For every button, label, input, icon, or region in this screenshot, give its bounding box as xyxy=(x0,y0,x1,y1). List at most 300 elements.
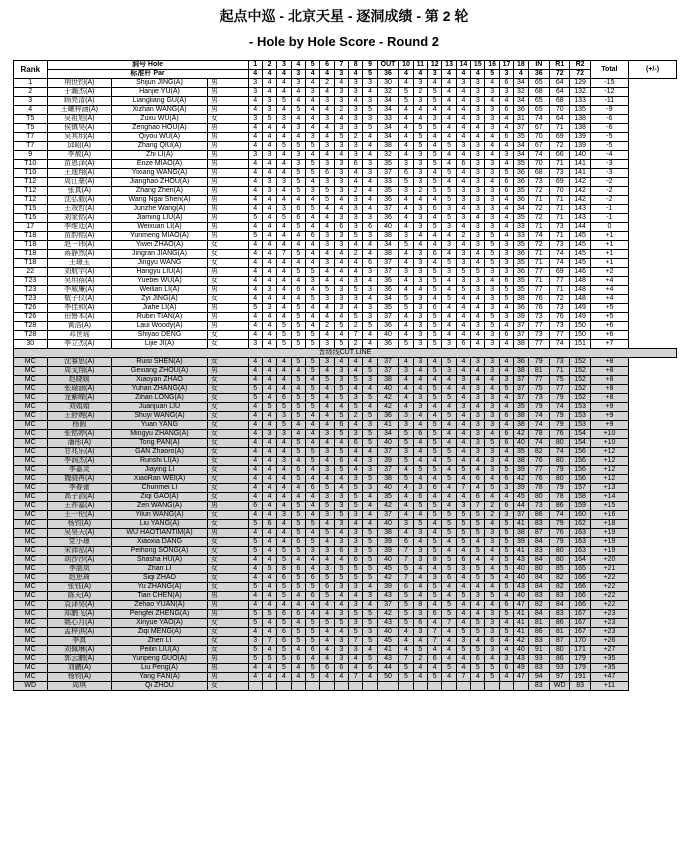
score-cell: 4 xyxy=(262,88,276,97)
player-row xyxy=(14,502,677,511)
score-cell: 5 xyxy=(305,628,319,637)
score-cell: 3 xyxy=(485,295,499,304)
score-cell: 3 xyxy=(442,205,456,214)
player-row xyxy=(14,484,677,493)
score-cell: 5 xyxy=(305,673,319,682)
player-rank: MC xyxy=(14,529,48,538)
score-cell: 3 xyxy=(413,358,427,367)
score-cell: 71 xyxy=(528,259,550,268)
score-cell: 4 xyxy=(334,259,348,268)
score-cell: 5 xyxy=(428,178,442,187)
score-cell: 4 xyxy=(277,169,291,178)
score-cell: 6 xyxy=(320,169,334,178)
score-cell: 4 xyxy=(349,466,363,475)
score-cell: 4 xyxy=(262,547,276,556)
score-cell: 6 xyxy=(499,277,513,286)
score-cell: 4 xyxy=(499,340,513,349)
score-cell: 4 xyxy=(413,448,427,457)
score-cell: 47 xyxy=(514,673,528,682)
score-cell xyxy=(499,682,513,691)
score-cell: 4 xyxy=(499,637,513,646)
score-cell xyxy=(262,682,276,691)
score-cell: 4 xyxy=(442,466,456,475)
score-cell: 91 xyxy=(528,646,550,655)
score-cell: 5 xyxy=(442,448,456,457)
score-cell: 191 xyxy=(570,673,590,682)
score-cell: 4 xyxy=(291,664,305,673)
score-cell: 4 xyxy=(349,97,363,106)
score-cell: 42 xyxy=(377,610,399,619)
score-cell: 3 xyxy=(334,538,348,547)
score-cell: 5 xyxy=(349,493,363,502)
score-cell: 4 xyxy=(320,151,334,160)
par-value: 4 xyxy=(262,70,276,79)
score-cell: 4 xyxy=(428,295,442,304)
score-cell: 5 xyxy=(399,673,413,682)
score-cell: 3 xyxy=(456,79,470,88)
player-name-cn: 苗恩泽(A) xyxy=(47,160,112,169)
score-cell: 5 xyxy=(248,232,262,241)
score-cell: 5 xyxy=(428,466,442,475)
score-cell: 4 xyxy=(442,79,456,88)
score-cell: 4 xyxy=(428,259,442,268)
score-cell: 4 xyxy=(262,511,276,520)
score-cell: 71 xyxy=(550,232,570,241)
score-cell: 4 xyxy=(471,124,485,133)
player-row xyxy=(14,574,677,583)
score-cell: 4 xyxy=(277,88,291,97)
score-cell: 5 xyxy=(305,205,319,214)
score-cell: 5 xyxy=(349,376,363,385)
score-cell: 4 xyxy=(277,133,291,142)
score-cell: 6 xyxy=(499,133,513,142)
score-cell: 4 xyxy=(399,502,413,511)
score-cell: 3 xyxy=(334,124,348,133)
score-cell: 40 xyxy=(514,646,528,655)
score-cell: 6 xyxy=(413,430,427,439)
score-cell: 4 xyxy=(334,601,348,610)
score-cell: 5 xyxy=(485,439,499,448)
player-name-cn: 刘娟娟 xyxy=(47,403,112,412)
player-name-en: Chunmei LI xyxy=(112,484,208,493)
score-cell: 5 xyxy=(499,520,513,529)
score-cell: 4 xyxy=(442,583,456,592)
score-cell: 3 xyxy=(277,457,291,466)
player-name-en: Jiahe LI(A) xyxy=(112,304,208,313)
score-cell: 3 xyxy=(349,529,363,538)
score-cell: 4 xyxy=(262,385,276,394)
score-cell: 31 xyxy=(514,115,528,124)
score-cell: 4 xyxy=(499,304,513,313)
par-header-row xyxy=(14,70,677,79)
score-cell: 4 xyxy=(428,241,442,250)
score-cell: +15 xyxy=(590,502,628,511)
score-cell: 5 xyxy=(291,574,305,583)
score-cell: 3 xyxy=(499,241,513,250)
score-cell: 5 xyxy=(277,322,291,331)
player-row xyxy=(14,106,677,115)
player-name-en: Liu YANG(A) xyxy=(112,520,208,529)
score-cell: 3 xyxy=(334,142,348,151)
score-cell: 4 xyxy=(248,376,262,385)
score-cell: +19 xyxy=(590,538,628,547)
score-cell: 38 xyxy=(514,295,528,304)
player-name-en: Shijun JING(A) xyxy=(112,79,208,88)
score-cell: 3 xyxy=(471,223,485,232)
score-cell: 4 xyxy=(499,232,513,241)
score-cell: 5 xyxy=(456,511,470,520)
hole-number: 14 xyxy=(456,61,470,70)
score-cell: 3 xyxy=(485,394,499,403)
score-cell: 4 xyxy=(399,250,413,259)
player-name-cn: 沈弘毅(A) xyxy=(47,196,112,205)
score-cell: 151 xyxy=(570,340,590,349)
score-cell: 5 xyxy=(413,133,427,142)
player-rank: 4 xyxy=(14,106,48,115)
score-cell: 5 xyxy=(471,511,485,520)
score-cell: 6 xyxy=(485,637,499,646)
score-cell: 4 xyxy=(471,538,485,547)
score-cell: 5 xyxy=(363,367,377,376)
score-cell: 4 xyxy=(305,565,319,574)
score-cell: 3 xyxy=(334,376,348,385)
score-cell: 7 xyxy=(399,574,413,583)
score-cell: -1 xyxy=(590,205,628,214)
player-name-en: Laui Woody(A) xyxy=(112,322,208,331)
score-cell: 4 xyxy=(399,79,413,88)
score-cell: 4 xyxy=(413,376,427,385)
score-cell: 2 xyxy=(334,106,348,115)
score-cell: 34 xyxy=(514,97,528,106)
score-cell: 5 xyxy=(399,430,413,439)
par-value: 36 xyxy=(377,70,399,79)
score-cell: 4 xyxy=(456,304,470,313)
par-value: 4 xyxy=(471,70,485,79)
score-cell: 4 xyxy=(399,376,413,385)
score-cell: 3 xyxy=(456,250,470,259)
score-cell xyxy=(248,682,262,691)
score-cell: 4 xyxy=(456,331,470,340)
score-cell xyxy=(428,682,442,691)
player-rank: T18 xyxy=(14,259,48,268)
score-cell: 4 xyxy=(277,259,291,268)
score-cell: 83 xyxy=(528,547,550,556)
player-gender: 女 xyxy=(207,547,248,556)
cut-line-label: 晋级线CUT LINE xyxy=(14,349,677,358)
player-rank: 1 xyxy=(14,79,48,88)
score-cell: 3 xyxy=(471,160,485,169)
score-cell: 4 xyxy=(320,223,334,232)
score-cell: 5 xyxy=(349,232,363,241)
score-cell: 4 xyxy=(305,430,319,439)
score-cell: 4 xyxy=(442,151,456,160)
score-cell: 5 xyxy=(305,169,319,178)
score-cell: 3 xyxy=(363,160,377,169)
player-row xyxy=(14,583,677,592)
player-row xyxy=(14,457,677,466)
score-cell: 4 xyxy=(456,169,470,178)
score-cell: 5 xyxy=(456,520,470,529)
score-cell: 93 xyxy=(528,655,550,664)
score-cell: 4 xyxy=(363,187,377,196)
score-cell: +22 xyxy=(590,574,628,583)
player-gender: 女 xyxy=(207,421,248,430)
score-cell: 4 xyxy=(399,115,413,124)
par-value: 72 xyxy=(550,70,570,79)
score-cell: 5 xyxy=(291,637,305,646)
score-cell: 4 xyxy=(456,322,470,331)
score-cell: 6 xyxy=(277,628,291,637)
player-name-en: Peihong SONG(A) xyxy=(112,547,208,556)
player-gender: 女 xyxy=(207,565,248,574)
score-cell: 34 xyxy=(514,142,528,151)
score-cell: 4 xyxy=(471,637,485,646)
score-cell: 3 xyxy=(413,223,427,232)
player-gender: 男 xyxy=(207,664,248,673)
score-cell: 3 xyxy=(413,322,427,331)
score-cell: 5 xyxy=(399,610,413,619)
score-cell: 77 xyxy=(528,286,550,295)
score-cell: 5 xyxy=(248,655,262,664)
score-cell: 4 xyxy=(456,574,470,583)
score-cell: 4 xyxy=(471,295,485,304)
player-name-cn: 李春蕾 xyxy=(47,484,112,493)
score-cell: 37 xyxy=(377,466,399,475)
score-cell: 4 xyxy=(413,106,427,115)
score-cell: 163 xyxy=(570,538,590,547)
score-cell: 6 xyxy=(499,178,513,187)
score-cell: 34 xyxy=(377,133,399,142)
score-cell: 5 xyxy=(334,574,348,583)
player-rank: MC xyxy=(14,385,48,394)
player-rank: MC xyxy=(14,421,48,430)
score-cell: 3 xyxy=(363,115,377,124)
player-gender: 男 xyxy=(207,142,248,151)
player-name-cn: 王竣哲(A) xyxy=(47,205,112,214)
score-cell: 5 xyxy=(399,664,413,673)
score-cell: 4 xyxy=(320,277,334,286)
score-cell: 77 xyxy=(528,340,550,349)
score-cell: 4 xyxy=(442,376,456,385)
score-cell: 5 xyxy=(363,124,377,133)
player-name-en: Rubin TIAN(A) xyxy=(112,313,208,322)
score-cell: 32 xyxy=(377,88,399,97)
score-cell: 5 xyxy=(349,502,363,511)
player-gender: 女 xyxy=(207,511,248,520)
player-name-cn: 王璟玉 xyxy=(47,259,112,268)
score-cell: 71 xyxy=(550,124,570,133)
player-name-en: Zhi LI(A) xyxy=(112,151,208,160)
player-name-en: Ziqi GAO(A) xyxy=(112,493,208,502)
score-cell: 36 xyxy=(514,196,528,205)
score-cell: 4 xyxy=(320,88,334,97)
score-cell: 33 xyxy=(377,115,399,124)
score-cell: 38 xyxy=(514,529,528,538)
player-rank: MC xyxy=(14,358,48,367)
score-cell: 5 xyxy=(428,367,442,376)
score-cell: 5 xyxy=(499,565,513,574)
score-cell: 4 xyxy=(471,304,485,313)
player-row xyxy=(14,538,677,547)
score-cell: 5 xyxy=(399,241,413,250)
player-name-cn: 张真(A) xyxy=(47,187,112,196)
score-cell: 4 xyxy=(471,403,485,412)
score-cell: 77 xyxy=(528,466,550,475)
score-cell: 5 xyxy=(349,610,363,619)
score-cell: 4 xyxy=(363,178,377,187)
score-cell: 4 xyxy=(305,214,319,223)
player-gender: 女 xyxy=(207,466,248,475)
score-cell: 5 xyxy=(442,259,456,268)
score-cell: 5 xyxy=(349,574,363,583)
player-rank: MC xyxy=(14,565,48,574)
score-cell: 4 xyxy=(277,160,291,169)
score-cell: 4 xyxy=(499,403,513,412)
score-cell: 39 xyxy=(377,547,399,556)
score-cell: 5 xyxy=(499,538,513,547)
score-cell: 5 xyxy=(485,673,499,682)
score-cell: 4 xyxy=(305,115,319,124)
score-cell: 5 xyxy=(334,466,348,475)
score-cell: 4 xyxy=(248,601,262,610)
score-cell: 5 xyxy=(428,187,442,196)
score-cell: 5 xyxy=(442,601,456,610)
player-name-cn: 苗韵铭(A) xyxy=(47,232,112,241)
score-cell: 4 xyxy=(305,610,319,619)
score-cell: 4 xyxy=(363,601,377,610)
score-cell: 3 xyxy=(485,457,499,466)
score-cell: 4 xyxy=(305,313,319,322)
player-name-en: Shiyao DENG xyxy=(112,331,208,340)
score-cell: 3 xyxy=(499,151,513,160)
score-cell: 7 xyxy=(399,655,413,664)
score-cell: 4 xyxy=(428,106,442,115)
score-cell: WD xyxy=(550,682,570,691)
score-cell: 170 xyxy=(570,637,590,646)
score-cell: 4 xyxy=(485,493,499,502)
score-cell: 5 xyxy=(399,457,413,466)
score-cell: 5 xyxy=(428,331,442,340)
score-cell: 4 xyxy=(305,178,319,187)
score-cell: 5 xyxy=(485,241,499,250)
score-cell: 167 xyxy=(570,628,590,637)
score-cell: 139 xyxy=(570,142,590,151)
score-cell: 3 xyxy=(471,277,485,286)
score-cell: 5 xyxy=(248,385,262,394)
player-row xyxy=(14,205,677,214)
score-cell: 5 xyxy=(471,520,485,529)
score-cell: 133 xyxy=(570,97,590,106)
score-cell: 5 xyxy=(428,340,442,349)
player-name-cn: 魏骁苒(A) xyxy=(47,475,112,484)
score-cell: 3 xyxy=(485,304,499,313)
score-cell: 86 xyxy=(550,502,570,511)
score-cell: 154 xyxy=(570,439,590,448)
score-cell: 36 xyxy=(514,178,528,187)
player-rank: T23 xyxy=(14,295,48,304)
score-cell: 5 xyxy=(291,322,305,331)
score-cell: 4 xyxy=(277,151,291,160)
score-cell: 38 xyxy=(377,250,399,259)
score-cell: 5 xyxy=(428,160,442,169)
score-cell: 4 xyxy=(305,196,319,205)
score-cell: 4 xyxy=(442,97,456,106)
player-row xyxy=(14,268,677,277)
score-cell: 4 xyxy=(363,340,377,349)
player-rank: MC xyxy=(14,601,48,610)
score-cell: 5 xyxy=(499,547,513,556)
score-cell: 7 xyxy=(399,556,413,565)
player-gender: 女 xyxy=(207,259,248,268)
score-cell: 4 xyxy=(442,124,456,133)
player-gender: 女 xyxy=(207,520,248,529)
score-cell: 6 xyxy=(277,394,291,403)
score-cell: 4 xyxy=(413,115,427,124)
score-cell xyxy=(485,682,499,691)
player-rank: T12 xyxy=(14,178,48,187)
score-cell: 5 xyxy=(442,187,456,196)
score-cell: 5 xyxy=(305,448,319,457)
score-cell: 5 xyxy=(349,403,363,412)
score-cell xyxy=(277,682,291,691)
score-cell: 4 xyxy=(413,583,427,592)
player-name-cn: 沈睿思(A) xyxy=(47,358,112,367)
score-cell: -11 xyxy=(590,97,628,106)
score-cell: 5 xyxy=(277,547,291,556)
score-cell: 5 xyxy=(320,502,334,511)
score-cell: 3 xyxy=(499,511,513,520)
score-cell: 4 xyxy=(442,547,456,556)
score-cell: 3 xyxy=(428,574,442,583)
score-cell: 8 xyxy=(428,556,442,565)
score-cell: +16 xyxy=(590,511,628,520)
score-cell: 4 xyxy=(262,466,276,475)
score-cell: 4 xyxy=(248,124,262,133)
player-name-en: Ruisi SHEN(A) xyxy=(112,358,208,367)
player-rank: MC xyxy=(14,592,48,601)
score-cell: 4 xyxy=(291,241,305,250)
player-row xyxy=(14,214,677,223)
score-cell: 5 xyxy=(499,385,513,394)
player-row xyxy=(14,655,677,664)
score-cell: 4 xyxy=(291,430,305,439)
score-cell: 3 xyxy=(499,655,513,664)
score-cell: 5 xyxy=(291,169,305,178)
score-cell: 4 xyxy=(305,241,319,250)
player-rank: 22 xyxy=(14,268,48,277)
player-row xyxy=(14,241,677,250)
score-cell: 5 xyxy=(363,574,377,583)
score-cell: 5 xyxy=(320,187,334,196)
score-cell: 82 xyxy=(528,448,550,457)
score-cell: 86 xyxy=(528,511,550,520)
score-cell: 153 xyxy=(570,421,590,430)
score-cell: 3 xyxy=(485,169,499,178)
score-cell: 3 xyxy=(349,88,363,97)
score-cell: 7 xyxy=(349,637,363,646)
score-cell: 4 xyxy=(334,529,348,538)
score-cell: 65 xyxy=(528,106,550,115)
score-cell: 39 xyxy=(514,484,528,493)
score-cell: 6 xyxy=(399,538,413,547)
score-cell: 4 xyxy=(363,646,377,655)
score-cell: 5 xyxy=(320,196,334,205)
score-cell: 3 xyxy=(349,394,363,403)
score-cell: 4 xyxy=(499,358,513,367)
score-cell: 41 xyxy=(514,610,528,619)
score-cell: 3 xyxy=(320,466,334,475)
player-name-en: Siqi ZHAO xyxy=(112,574,208,583)
